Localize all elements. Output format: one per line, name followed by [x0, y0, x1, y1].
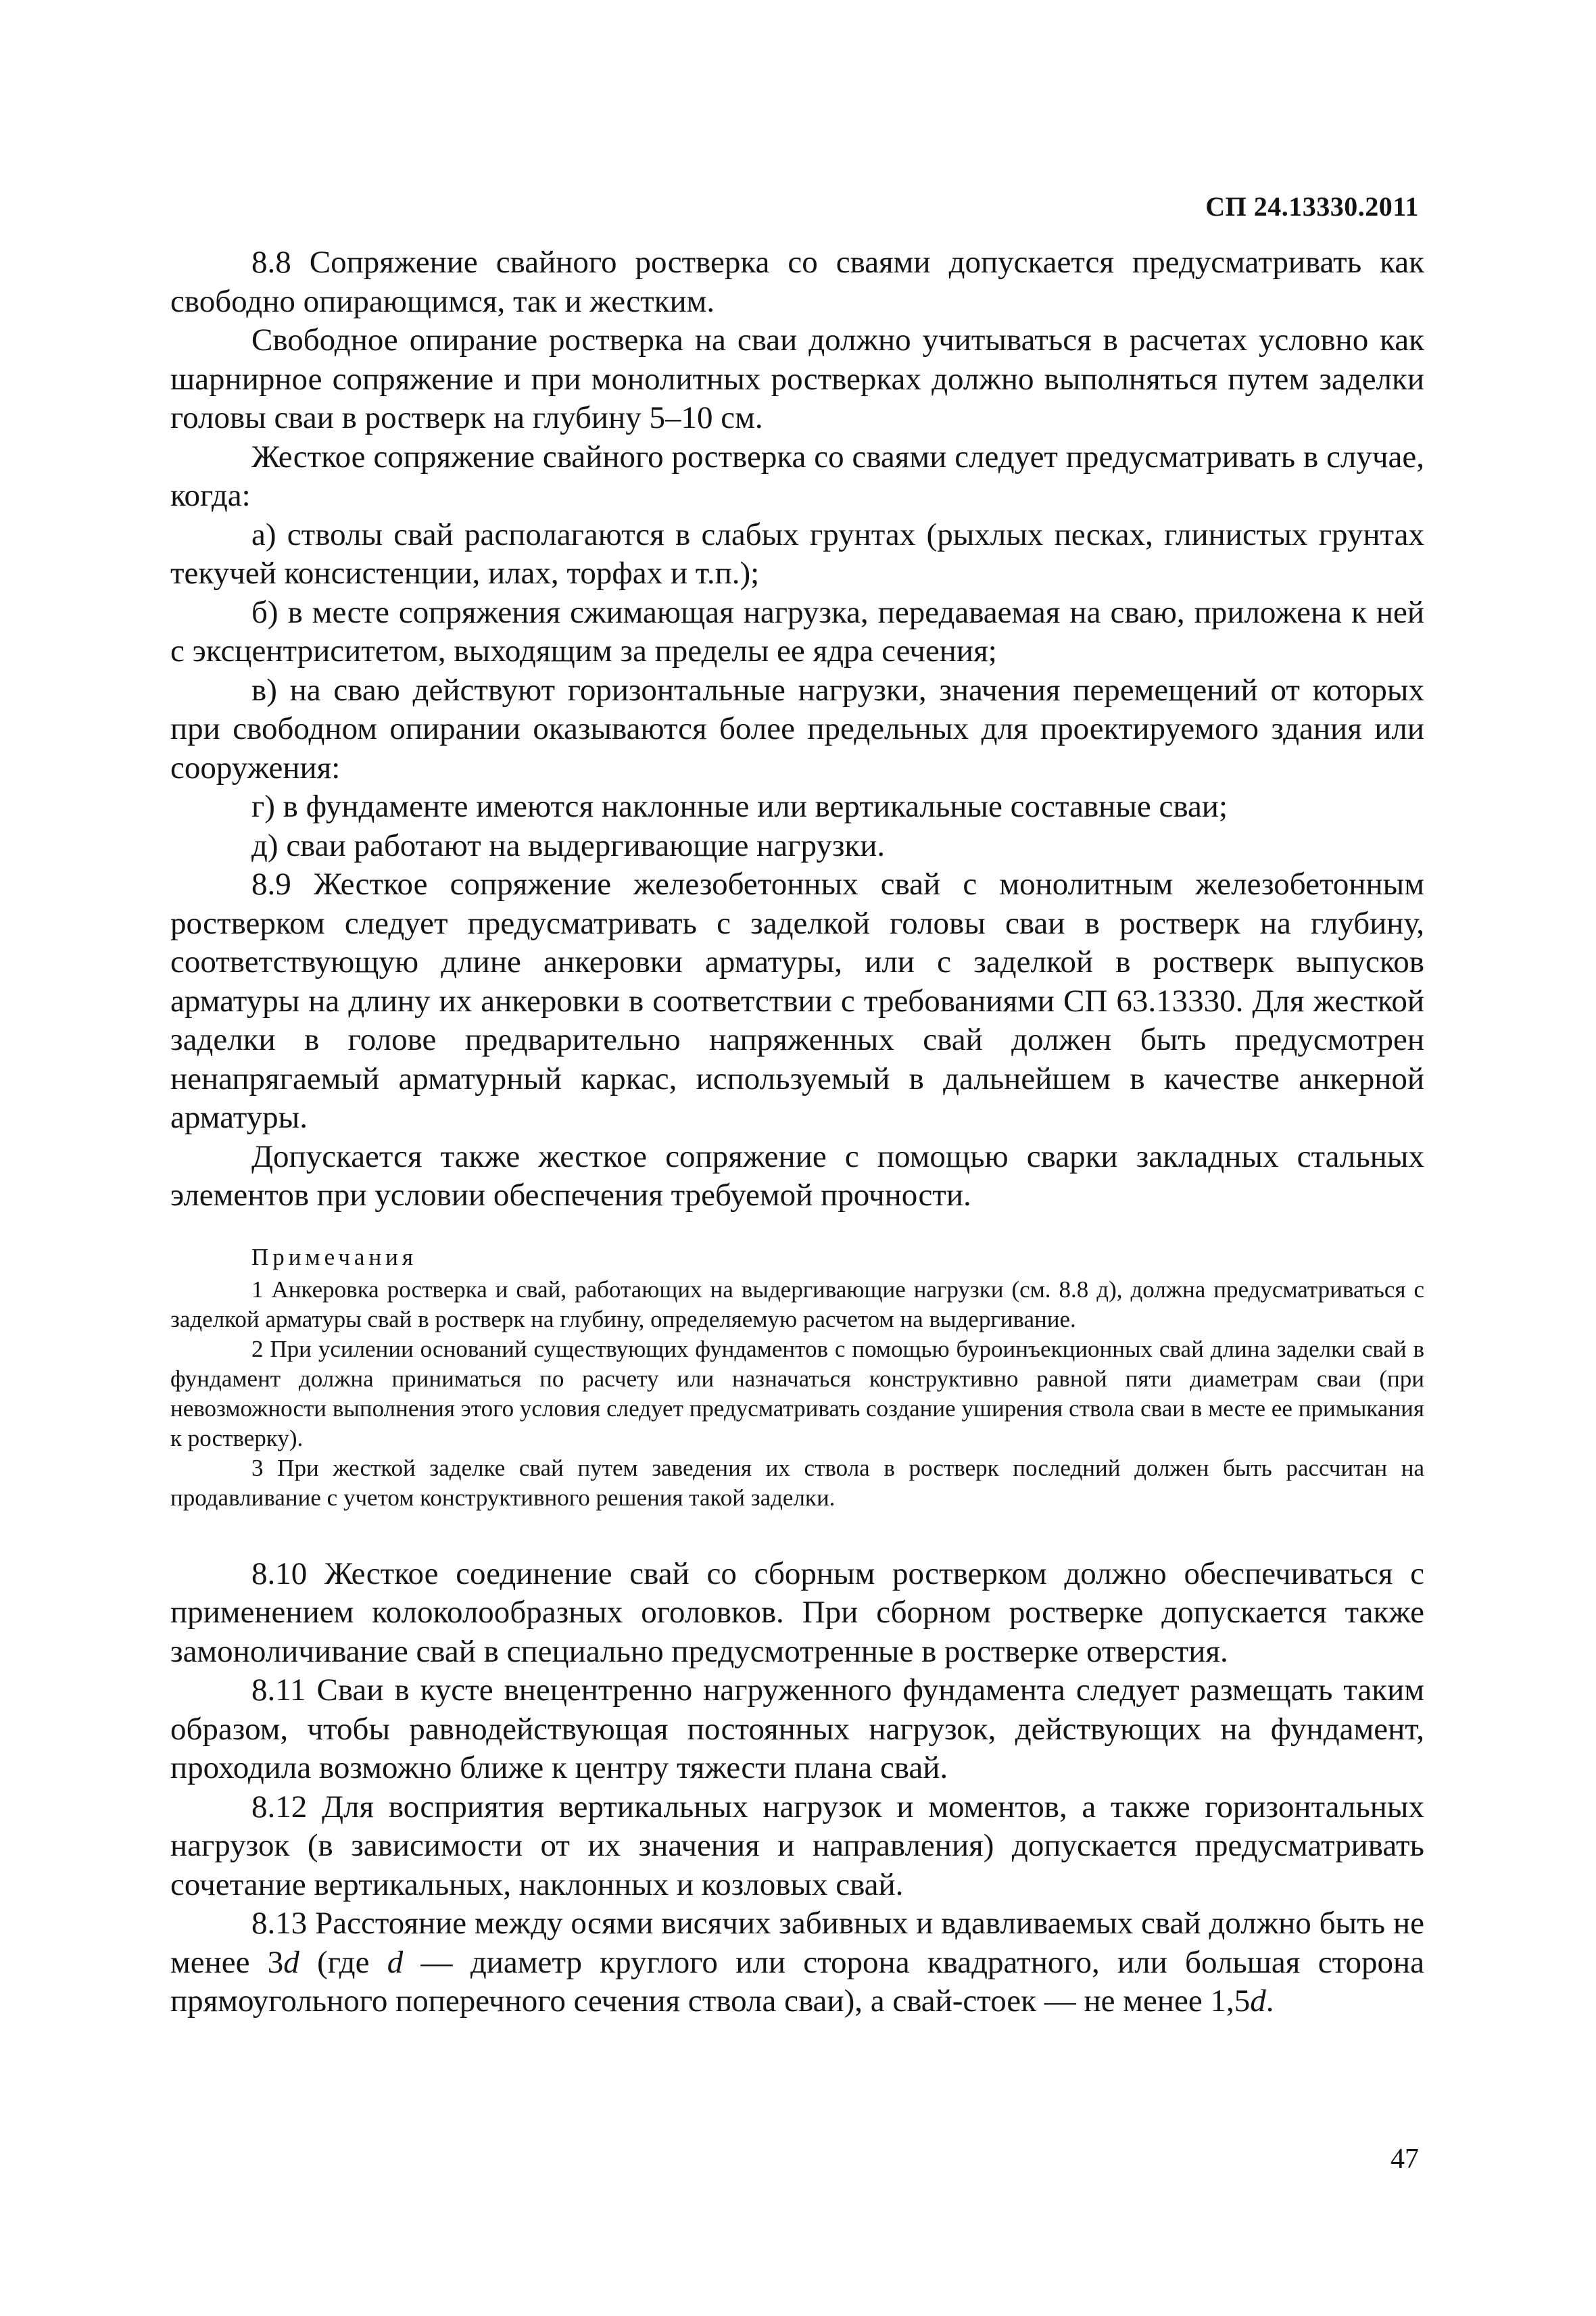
notes-block	[170, 1243, 1424, 1513]
paragraph-8-10: 8.10 Жесткое соединение свай со сборным ростверком должно обеспечиваться с применением колоколообразных оголовков. При сборном ростверке допускается также замоноличивание свай в специально предусмотренные в ростверке отверстия.	[170, 1555, 1424, 1669]
paragraph-welding: Допускается также жесткое сопряжение с помощью сварки закладных стальных элементов при условии обеспечения требуемой прочности.	[170, 1138, 1424, 1213]
page-number: 47	[1391, 2144, 1419, 2175]
paragraph-8-13-text-1: 8.13 Расстояние между осями висячих забивных и вдавливаемых свай должно быть не менее 3	[170, 1906, 1424, 1980]
list-item-v: в) на сваю действуют горизонтальные нагрузки, значения перемещений от которых при свободном опирании оказываются более предельных для проектируемого здания или сооружения:	[170, 672, 1424, 786]
symbol-d: d	[1250, 1983, 1266, 2019]
paragraph-8-13	[170, 1904, 1424, 2021]
note-item-1: 1 Анкеровка ростверка и свай, работающих на выдергивающие нагрузки (см. 8.8 д), должна предусматриваться с заделкой арматуры свай в ростверк на глубину, определяемую расчетом на выдергивание.	[170, 1276, 1424, 1332]
document-body	[170, 243, 1424, 2021]
list-item-b: б) в месте сопряжения сжимающая нагрузка, передаваемая на сваю, приложена к ней с эксцентриситетом, выходящим за пределы ее ядра сечения;	[170, 594, 1424, 669]
paragraph-8-8: 8.8 Сопряжение свайного ростверка со сваями допускается предусматривать как свободно опирающимся, так и жестким.	[170, 245, 1424, 319]
paragraph-8-12: 8.12 Для восприятия вертикальных нагрузок и моментов, а также горизонтальных нагрузок (в зависимости от их значения и направления) допускается предусматривать сочетание вертикальных, наклонных и козловых свай.	[170, 1789, 1424, 1902]
list-item-g: г) в фундаменте имеются наклонные или вертикальные составные сваи;	[251, 789, 1228, 824]
paragraph-free-support: Свободное опирание ростверка на сваи должно учитываться в расчетах условно как шарнирное сопряжение и при монолитных ростверках должно выполняться путем заделки головы сваи в ростверк на глубину 5–10 см.	[170, 322, 1424, 435]
notes-title: Примечания	[251, 1243, 418, 1270]
list-item-d: д) сваи работают на выдергивающие нагрузки.	[251, 827, 886, 863]
note-item-3: 3 При жесткой заделке свай путем заведения их ствола в ростверк последний должен быть рассчитан на продавливание с учетом конструктивного решения такой заделки.	[170, 1454, 1424, 1511]
paragraph-8-9: 8.9 Жесткое сопряжение железобетонных свай с монолитным железобетонным ростверком следует предусматривать с заделкой головы сваи в ростверк на глубину, соответствующую длине анкеровки арматуры, или с заделкой в ростверк выпусков арматуры на длину их анкеровки в соответствии с требованиями СП 63.13330. Для жесткой заделки в голове предварительно напряженных свай должен быть предусмотрен ненапрягаемый арматурный каркас, используемый в дальнейшем в качестве анкерной арматуры.	[170, 867, 1424, 1135]
paragraph-8-11: 8.11 Сваи в кусте внецентренно нагруженного фундамента следует размещать таким образом, чтобы равнодействующая постоянных нагрузок, действующих на фундамент, проходила возможно ближе к центру тяжести плана свай.	[170, 1672, 1424, 1785]
paragraph-8-13-text-2: (где	[299, 1944, 387, 1980]
paragraph-8-13-text-4: .	[1265, 1983, 1274, 2019]
document-code: СП 24.13330.2011	[1205, 191, 1419, 222]
paragraph-rigid-conditions: Жесткое сопряжение свайного ростверка со сваями следует предусматривать в случае, когда:	[170, 439, 1424, 513]
symbol-d: d	[283, 1944, 299, 1980]
list-item-a: а) стволы свай располагаются в слабых грунтах (рыхлых песках, глинистых грунтах текучей консистенции, илах, торфах и т.п.);	[170, 516, 1424, 591]
symbol-d: d	[387, 1944, 404, 1980]
paragraph-8-13-text-3: — диаметр круглого или сторона квадратного, или большая сторона прямоугольного поперечного сечения ствола сваи), а свай-стоек — не менее 1,5	[170, 1944, 1424, 2019]
note-item-2: 2 При усилении оснований существующих фундаментов с помощью буроинъекционных свай длина заделки свай в фундамент должна приниматься по расчету или назначаться конструктивно равной пяти диаметрам сваи (при невозможности выполнения этого условия следует предусматривать создание уширения ствола сваи в месте ее примыкания к ростверку).	[170, 1335, 1424, 1451]
